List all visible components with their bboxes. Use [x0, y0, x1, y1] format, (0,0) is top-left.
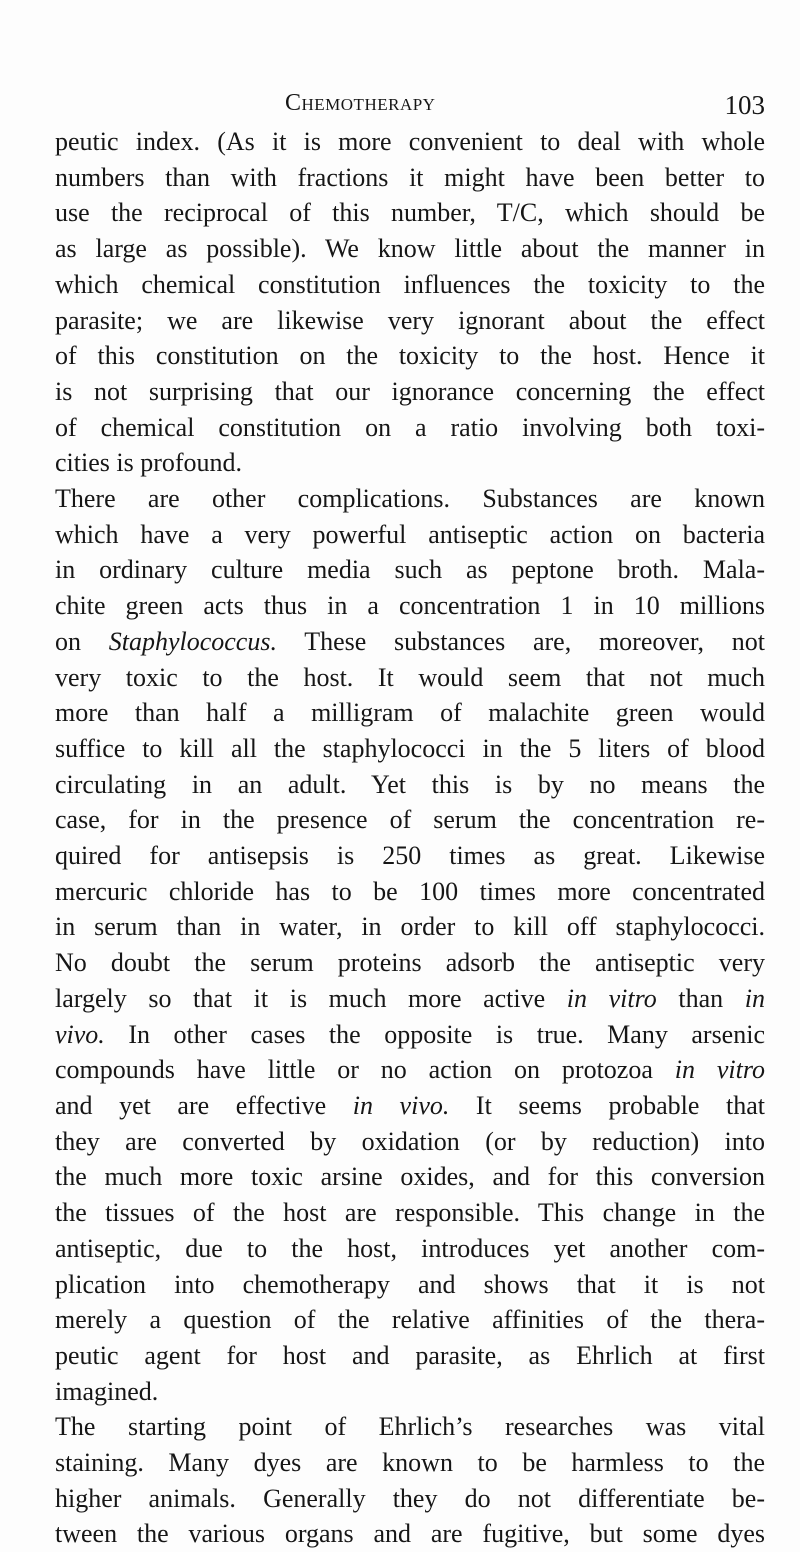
text-line	[55, 1088, 765, 1124]
text-line	[55, 231, 765, 267]
text-run: circulating in an adult. Yet this is by no means the	[55, 769, 765, 799]
text-line	[55, 1409, 765, 1445]
text-line	[55, 909, 765, 945]
text-line	[55, 1374, 765, 1410]
text-run: compounds have little or no action on protozoa	[55, 1055, 675, 1085]
text-line	[55, 1017, 765, 1053]
text-line	[55, 945, 765, 981]
text-run: of chemical constitution on a ratio involving both toxi-	[55, 412, 765, 442]
text-line	[55, 1302, 765, 1338]
running-head: Chemotherapy	[285, 90, 436, 116]
text-run: There are other complications. Substances are known	[55, 484, 765, 514]
text-line	[55, 267, 765, 303]
text-run: in serum than in water, in order to kill off staphylococci.	[55, 912, 765, 942]
body-text	[55, 124, 765, 1552]
text-run: It seems probable that	[449, 1090, 765, 1120]
text-line	[55, 160, 765, 196]
italic-text: in	[744, 983, 765, 1013]
text-run: antiseptic, due to the host, introduces yet another com-	[55, 1233, 765, 1263]
text-run: staining. Many dyes are known to be harmless to the	[55, 1448, 765, 1478]
text-run: parasite; we are likewise very ignorant about the effect	[55, 305, 765, 335]
text-line	[55, 338, 765, 374]
text-line	[55, 303, 765, 339]
text-run: mercuric chloride has to be 100 times more concentrated	[55, 876, 765, 906]
text-line	[55, 588, 765, 624]
text-run: case, for in the presence of serum the concentration re-	[55, 805, 765, 835]
text-run: more than half a milligram of malachite green would	[55, 698, 765, 728]
text-run: tween the various organs and are fugitive, but some dyes	[55, 1519, 765, 1549]
text-run: the tissues of the host are responsible. This change in the	[55, 1198, 765, 1228]
text-line	[55, 1445, 765, 1481]
text-line	[55, 1338, 765, 1374]
page-header	[55, 82, 765, 124]
text-line	[55, 660, 765, 696]
text-run: These substances are, moreover, not	[276, 626, 765, 656]
text-run: chite green acts thus in a concentration 1 in 10 millions	[55, 591, 765, 621]
text-line	[55, 124, 765, 160]
text-line	[55, 802, 765, 838]
text-line	[55, 1124, 765, 1160]
text-line	[55, 445, 765, 481]
text-run: peutic index. (As it is more convenient to deal with whole	[55, 127, 765, 156]
italic-text: in vitro	[566, 983, 657, 1013]
page-number: 103	[724, 90, 765, 120]
text-run: which have a very powerful antiseptic action on bacteria	[55, 519, 765, 549]
text-run: cities is profound.	[55, 448, 243, 478]
text-run: No doubt the serum proteins adsorb the antiseptic very	[55, 948, 765, 978]
text-run: of this constitution on the toxicity to the host. Hence it	[55, 341, 765, 371]
italic-text: in vitro	[674, 1055, 765, 1085]
text-run: numbers than with fractions it might have been better to	[55, 162, 765, 192]
text-line	[55, 731, 765, 767]
text-run: imagined.	[55, 1376, 159, 1406]
text-run: higher animals. Generally they do not differentiate be-	[55, 1483, 765, 1513]
text-run: very toxic to the host. It would seem that not much	[55, 662, 765, 692]
text-run: In other cases the opposite is true. Many arsenic	[104, 1019, 765, 1049]
text-line	[55, 1195, 765, 1231]
text-run: is not surprising that our ignorance concerning the effect	[55, 376, 765, 406]
italic-text: in vivo.	[352, 1090, 450, 1120]
text-line	[55, 767, 765, 803]
text-run: on	[55, 626, 109, 656]
text-line	[55, 981, 765, 1017]
text-run: The starting point of Ehrlich’s researches was vital	[55, 1412, 765, 1442]
text-line	[55, 1481, 765, 1517]
text-line	[55, 1516, 765, 1552]
text-run: the much more toxic arsine oxides, and for this conversion	[55, 1162, 765, 1192]
text-line	[55, 838, 765, 874]
text-line	[55, 1231, 765, 1267]
text-run: as large as possible). We know little about the manner in	[55, 234, 765, 264]
text-run: they are converted by oxidation (or by reduction) into	[55, 1126, 765, 1156]
text-run: than	[656, 983, 745, 1013]
text-run: use the reciprocal of this number, T/C, which should be	[55, 198, 765, 228]
text-line	[55, 374, 765, 410]
text-line	[55, 552, 765, 588]
text-line	[55, 695, 765, 731]
text-line	[55, 1052, 765, 1088]
text-run: in ordinary culture media such as peptone broth. Mala-	[55, 555, 765, 585]
italic-text: vivo.	[55, 1019, 105, 1049]
text-run: which chemical constitution influences the toxicity to the	[55, 269, 765, 299]
text-run: plication into chemotherapy and shows that it is not	[55, 1269, 765, 1299]
text-line	[55, 517, 765, 553]
text-line	[55, 481, 765, 517]
text-line	[55, 195, 765, 231]
text-line	[55, 1159, 765, 1195]
book-page	[55, 82, 765, 1552]
italic-text: Staphylococcus.	[108, 626, 277, 656]
text-line	[55, 410, 765, 446]
text-run: peutic agent for host and parasite, as Ehrlich at first	[55, 1340, 765, 1370]
text-line	[55, 874, 765, 910]
text-run: quired for antisepsis is 250 times as great. Likewise	[55, 841, 765, 871]
text-line	[55, 1267, 765, 1303]
text-line	[55, 624, 765, 660]
text-run: merely a question of the relative affinities of the thera-	[55, 1305, 765, 1335]
text-run: largely so that it is much more active	[55, 983, 567, 1013]
text-run: suffice to kill all the staphylococci in the 5 liters of blood	[55, 733, 765, 763]
text-run: and yet are effective	[55, 1090, 353, 1120]
